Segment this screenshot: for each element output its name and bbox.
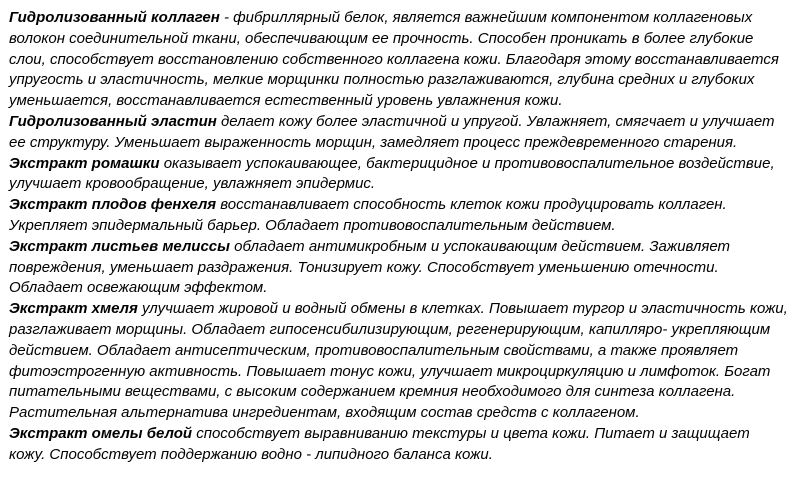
ingredient-name: Гидролизованный коллаген bbox=[9, 9, 220, 26]
paragraph-mistletoe-extract bbox=[9, 424, 788, 466]
paragraph-melissa-extract bbox=[9, 237, 788, 299]
ingredient-name: Экстракт хмеля bbox=[9, 300, 138, 318]
ingredient-description: оказывает успокаивающее, бактерицидное и противовоспалительное воздействие, улучшает кровообращение, увлажняет эпидермис. bbox=[9, 154, 775, 193]
paragraph-fennel-extract bbox=[9, 195, 788, 237]
ingredient-description: - фибриллярный белок, является важнейшим компонентом коллагеновых волокон соединительной ткани, обеспечивающим ее прочность. Способен проникать в более глубокие слои, способствует восстановлению собственного коллагена кожи. Благодаря этому восстанавливается упругость и эластичность, мелкие морщинки полностью разглаживаются, глубина средних и глубоких уменьшается, восстанавливается естественный уровень увлажнения кожи. bbox=[9, 9, 779, 110]
ingredient-name: Экстракт листьев мелиссы bbox=[9, 237, 230, 255]
paragraph-hydrolyzed-collagen bbox=[9, 8, 788, 112]
ingredient-description: способствует выравниванию текстуры и цвета кожи. Питает и защищает кожу. Способствует поддержанию водно - липидного баланса кожи. bbox=[9, 424, 750, 463]
paragraph-hydrolyzed-elastin bbox=[9, 112, 788, 154]
paragraph-hops-extract bbox=[9, 299, 788, 424]
ingredient-name: Экстракт омелы белой bbox=[9, 424, 193, 442]
paragraph-chamomile-extract bbox=[9, 154, 788, 196]
ingredient-description: восстанавливает способность клеток кожи продуцировать коллаген. Укрепляет эпидермальный барьер. Обладает противовоспалительным действием. bbox=[9, 196, 727, 234]
ingredient-description: делает кожу более эластичной и упругой. Увлажняет, смягчает и улучшает ее структуру. Уменьшает выраженность морщин, замедляет процесс преждевременного старения. bbox=[9, 112, 775, 151]
ingredient-description: улучшает жировой и водный обмены в клетках. Повышает тургор и эластичность кожи, разглаживает морщины. Обладает гипосенсибилизирующим, регенерирующим, капилляро- укрепляющим действием. Обладает антисептическим, противовоспалительным свойствами, а также проявляет фитоэстрогенную активность. Повышает тонус кожи, улучшает микроциркуляцию и лимфоток. Богат питательными веществами, с высоким содержанием кремния необходимого для синтеза коллагена. Растительная альтернатива ингредиентам, входящим состав средств с коллагеном. bbox=[9, 300, 788, 422]
ingredient-name: Гидролизованный эластин bbox=[9, 112, 217, 130]
ingredient-description: обладает антимикробным и успокаивающим действием. Заживляет повреждения, уменьшает раздражения. Тонизирует кожу. Способствует уменьшению отечности. Обладает освежающим эффектом. bbox=[9, 237, 731, 297]
ingredient-name: Экстракт ромашки bbox=[9, 154, 160, 172]
ingredient-name: Экстракт плодов фенхеля bbox=[9, 196, 217, 214]
